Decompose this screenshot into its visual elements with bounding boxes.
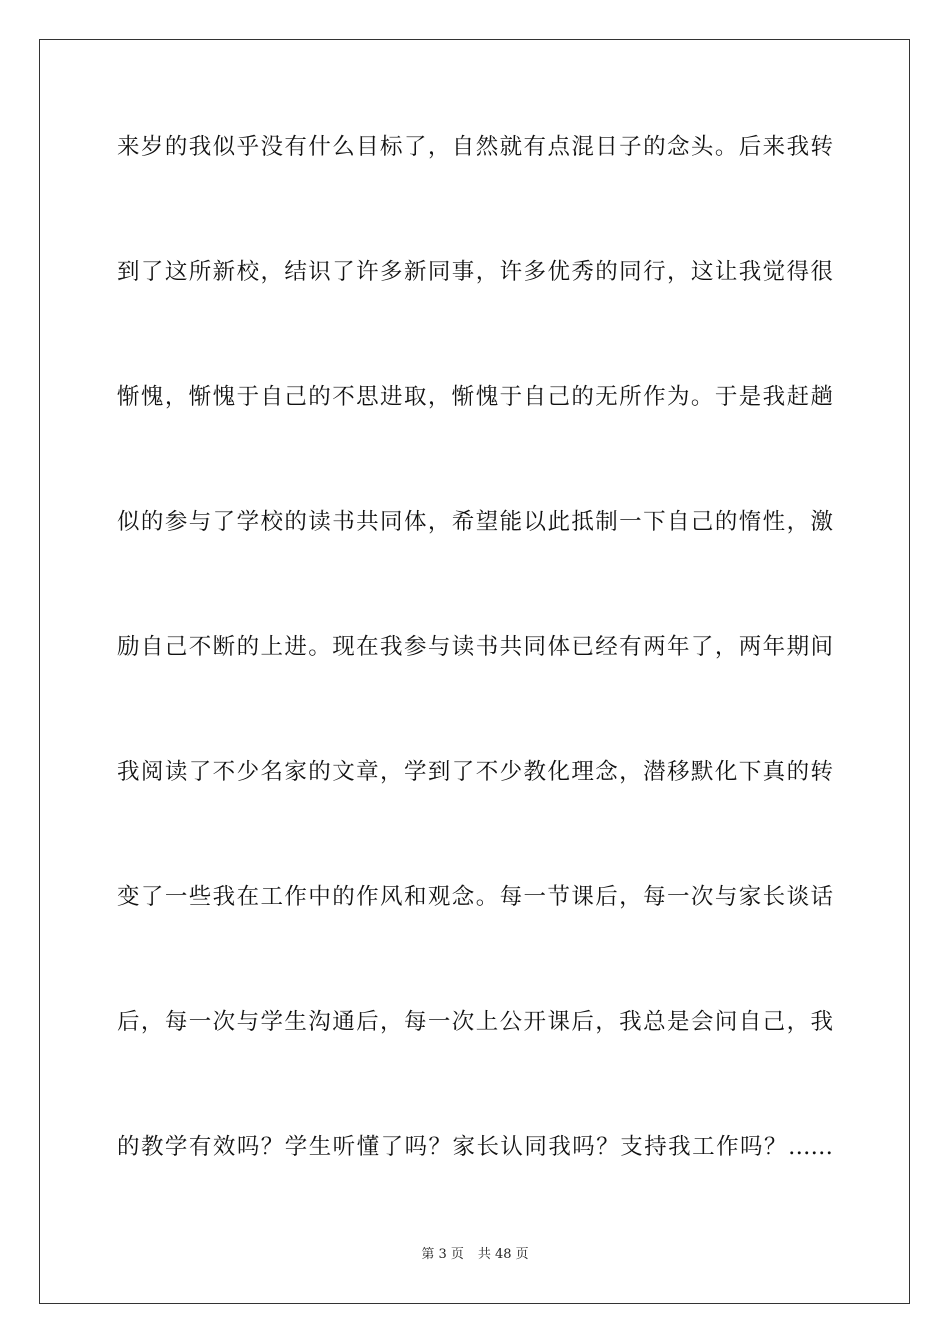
total-pages: 共 48 页 — [477, 1247, 529, 1262]
text-line: 到了这所新校，结识了许多新同事，许多优秀的同行，这让我觉得很 — [117, 259, 833, 285]
text-line: 变了一些我在工作中的作风和观念。每一节课后，每一次与家长谈话 — [117, 884, 833, 910]
current-page-number: 第 3 页 — [421, 1247, 464, 1262]
page-footer — [0, 1246, 950, 1264]
text-line: 我阅读了不少名家的文章，学到了不少教化理念，潜移默化下真的转 — [117, 759, 833, 785]
text-line: 来岁的我似乎没有什么目标了，自然就有点混日子的念头。后来我转 — [117, 134, 833, 160]
text-line: 的教学有效吗？学生听懂了吗？家长认同我吗？支持我工作吗？…… — [117, 1134, 833, 1160]
document-body — [117, 132, 833, 1163]
text-line: 后，每一次与学生沟通后，每一次上公开课后，我总是会问自己，我 — [117, 1009, 833, 1035]
text-line: 励自己不断的上进。现在我参与读书共同体已经有两年了，两年期间 — [117, 634, 833, 660]
text-line: 似的参与了学校的读书共同体，希望能以此抵制一下自己的惰性，激 — [117, 509, 833, 535]
text-line: 惭愧，惭愧于自己的不思进取，惭愧于自己的无所作为。于是我赶趟 — [117, 384, 833, 410]
